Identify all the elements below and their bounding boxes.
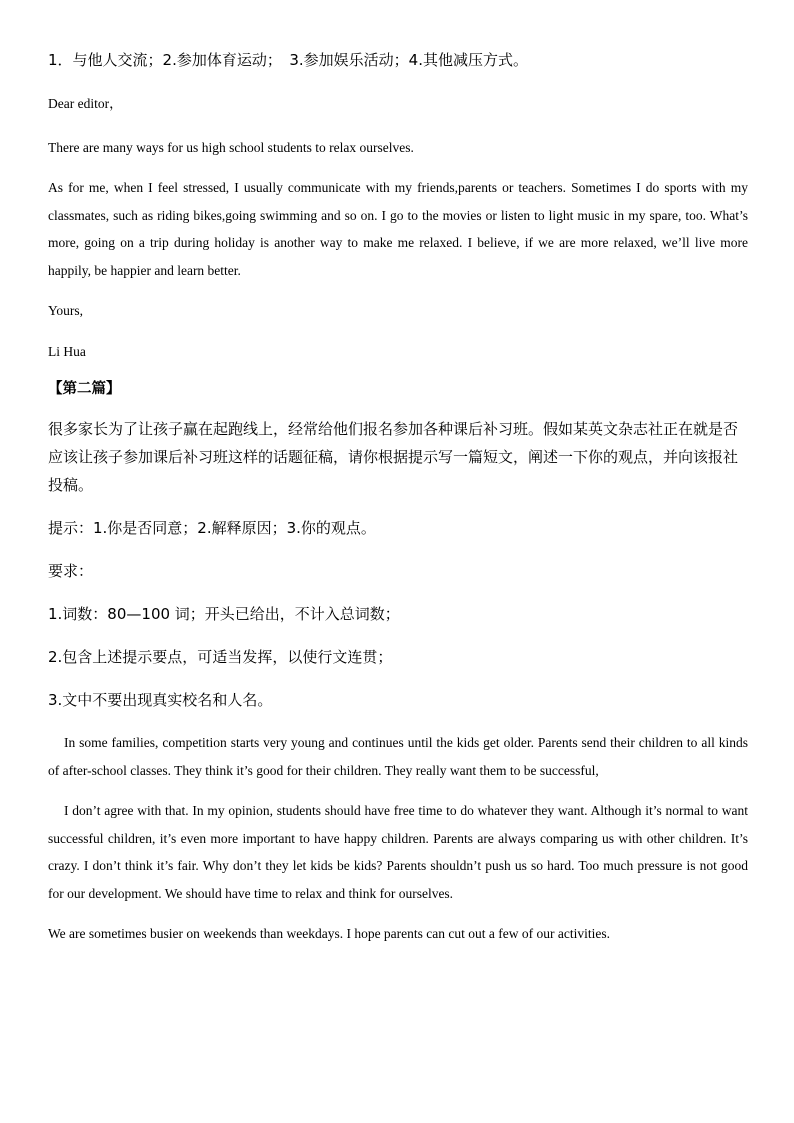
letter-closing: Yours,: [48, 303, 84, 318]
letter-paragraph-1: There are many ways for us high school students to relax ourselves.: [48, 139, 414, 155]
essay-paragraph-2: I don’t agree with that. In my opinion, students should have free time to do whatever they want. Although it’s normal to want successful children, it’s even more important to have happy children. Parents are always comparing us with other children. It’s crazy. I don’t think it’s fair. Why don’t they let kids be kids? Parents shouldn’t push us so hard. Too much pressure is not good for our development. We should have time to relax and think for ourselves.: [48, 803, 748, 901]
prompt-points: 1．与他人交流；2.参加体育运动； 3.参加娱乐活动；4.其他减压方式。: [48, 51, 528, 69]
requirements-label: 要求：: [48, 562, 94, 580]
task-hints: 提示：1.你是否同意；2.解释原因；3.你的观点。: [48, 519, 376, 537]
section-heading: 【第二篇】: [48, 381, 121, 397]
task-description: 很多家长为了让孩子赢在起跑线上，经常给他们报名参加各种课后补习班。假如某英文杂志社正在就是否应该让孩子参加课后补习班这样的话题征稿，请你根据提示写一篇短文，阐述一下你的观点，并向该报社投稿。: [48, 420, 739, 494]
letter-paragraph-2: As for me, when I feel stressed, I usually communicate with my friends,parents or teachers. Sometimes I do sports with my classmates, such as riding bikes,going swimming and so on. I go to the movies or listen to light music in my spare, too. What’s more, going on a trip during holiday is another way to make me relaxed. I believe, if we are more relaxed, we’ll live more happily, be happier and learn better.: [48, 180, 748, 278]
salutation: Dear editor，: [48, 96, 123, 111]
requirement-2: 2.包含上述提示要点，可适当发挥，以使行文连贯；: [48, 648, 393, 666]
essay-paragraph-3: We are sometimes busier on weekends than weekdays. I hope parents can cut out a few of our activities.: [48, 926, 610, 941]
requirement-1: 1.词数：80—100 词；开头已给出，不计入总词数；: [48, 605, 400, 623]
document-page: [48, 46, 748, 948]
requirement-3: 3.文中不要出现真实校名和人名。: [48, 691, 273, 709]
letter-signature: Li Hua: [48, 343, 86, 359]
essay-paragraph-1: In some families, competition starts very young and continues until the kids get older. Parents send their children to all kinds of after-school classes. They think it’s good for their children. They really want them to be successful,: [48, 735, 748, 778]
